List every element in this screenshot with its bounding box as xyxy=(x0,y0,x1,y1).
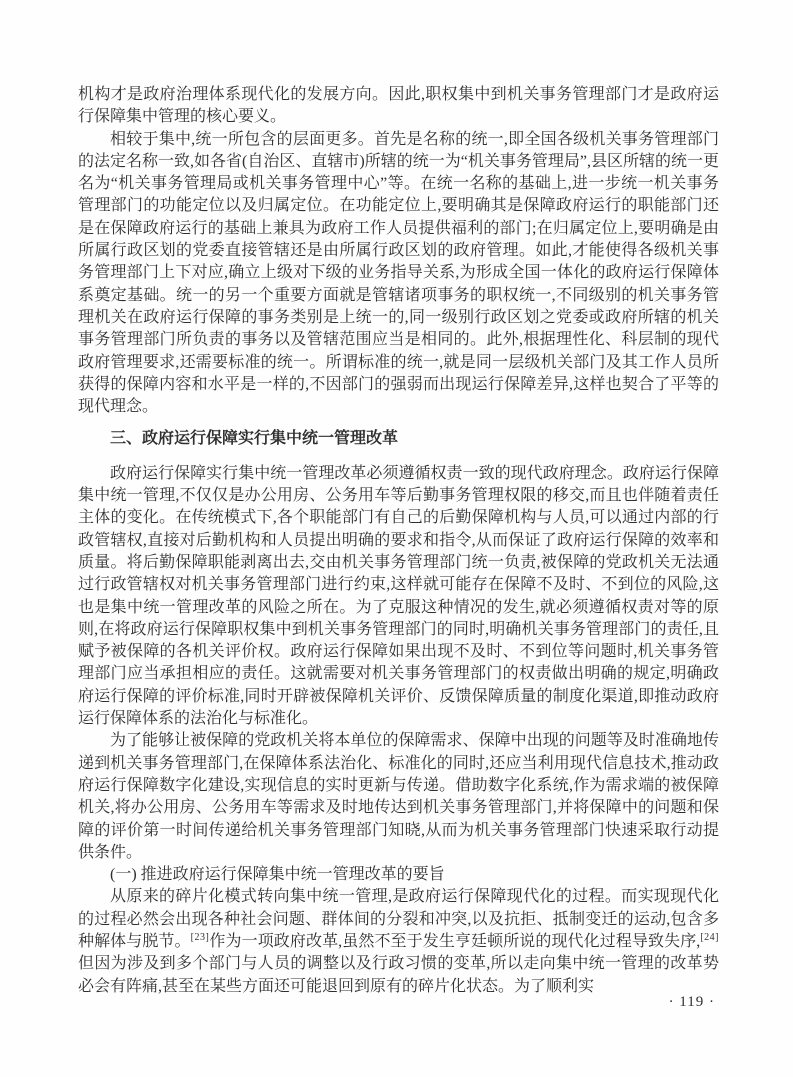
section-heading: 三、政府运行保障实行集中统一管理改革 xyxy=(110,430,399,448)
paragraph-segment: 但因为涉及到多个部门与人员的调整以及行政习惯的变革,所以走向集中统一管理的改革势必会有阵痛,甚至在某些方面还可能退回到原有的碎片化状态。为了顺利实 xyxy=(78,955,719,995)
body-paragraph-unification: 相较于集中,统一所包含的层面更多。首先是名称的统一,即全国各级机关事务管理部门的法定名称一致,如各省(自治区、直辖市)所辖的统一为“机关事务管理局”,县区所辖的统一更名为“机关事务管理局或机关事务管理中心”等。在统一名称的基础上,进一步统一机关事务管理部门的功能定位以及归属定位。在功能定位上,要明确其是保障政府运行的职能部门还是在保障政府运行的基础上兼具为政府工作人员提供福利的部门;在归属定位上,要明确是由所属行政区划的党委直接管辖还是由所属行政区划的政府管理。如此,才能使得各级机关事务管理部门上下对应,确立上级对下级的业务指导关系,为形成全国一体化的政府运行保障体系奠定基础。统一的另一个重要方面就是管辖诸项事务的职权统一,不同级别的机关事务管理机关在政府运行保障的事务类别是上统一的,同一级别行政区划之党委或政府所辖的机关事务管理部门所负责的事务以及管辖范围应当是相同的。此外,根据理性化、科层制的现代政府管理要求,还需要标准的统一。所谓标准的统一,就是同一层级机关部门及其工作人员所获得的保障内容和水平是一样的,不因部门的强弱而出现运行保障差异,这样也契合了平等的现代理念。 xyxy=(78,130,719,416)
paragraph-segment: 从原来的碎片化模式转向集中统一管理,是政府运行保障现代化的过程。而实现现代化的过程必然会出现各种社会问题、群体间的分裂和冲突,以及抗拒、抵制变迁的运动,包含多种解体与脱节。 xyxy=(78,888,719,950)
footnote-ref-23: [23] xyxy=(190,931,210,943)
page-number: · 119 · xyxy=(668,994,715,1010)
body-paragraph-fragmentation xyxy=(78,886,719,997)
subsection-heading: (一) 推进政府运行保障集中统一管理改革的要旨 xyxy=(110,866,445,884)
body-paragraph-continuation: 机构才是政府治理体系现代化的发展方向。因此,职权集中到机关事务管理部门才是政府运行保障集中管理的核心要义。 xyxy=(78,86,719,126)
footnote-ref-24: [24] xyxy=(700,931,719,943)
paragraph-segment: 作为一项政府改革,虽然不至于发生亨廷顿所说的现代化过程导致失序, xyxy=(209,932,701,950)
page-body-text xyxy=(78,84,719,998)
body-paragraph-digital: 为了能够让被保障的党政机关将本单位的保障需求、保障中出现的问题等及时准确地传递到机关事务管理部门,在保障体系法治化、标准化的同时,还应当利用现代信息技术,推动政府运行保障数字化建设,实现信息的实时更新与传递。借助数字化系统,作为需求端的被保障机关,将办公用房、公务用车等需求及时地传达到机关事务管理部门,并将保障中的问题和保障的评价第一时间传递给机关事务管理部门知晓,从而为机关事务管理部门快速采取行动提供条件。 xyxy=(78,732,719,861)
body-paragraph-reform: 政府运行保障实行集中统一管理改革必须遵循权责一致的现代政府理念。政府运行保障集中统一管理,不仅仅是办公用房、公务用车等后勤事务管理权限的移交,而且也伴随着责任主体的变化。在传统模式下,各个职能部门有自己的后勤保障机构与人员,可以通过内部的行政管辖权,直接对后勤机构和人员提出明确的要求和指令,从而保证了政府运行保障的效率和质量。将后勤保障职能剥离出去,交由机关事务管理部门统一负责,被保障的党政机关无法通过行政管辖权对机关事务管理部门进行约束,这样就可能存在保障不及时、不到位的风险,这也是集中统一管理改革的风险之所在。为了克服这种情况的发生,就必须遵循权责对等的原则,在将政府运行保障职权集中到机关事务管理部门的同时,明确机关事务管理部门的责任,且赋予被保障的各机关评价权。政府运行保障如果出现不及时、不到位等问题时,机关事务管理部门应当承担相应的责任。这就需要对机关事务管理部门的权责做出明确的规定,明确政府运行保障的评价标准,同时开辟被保障机关评价、反馈保障质量的制度化渠道,即推动政府运行保障体系的法治化与标准化。 xyxy=(78,464,719,728)
